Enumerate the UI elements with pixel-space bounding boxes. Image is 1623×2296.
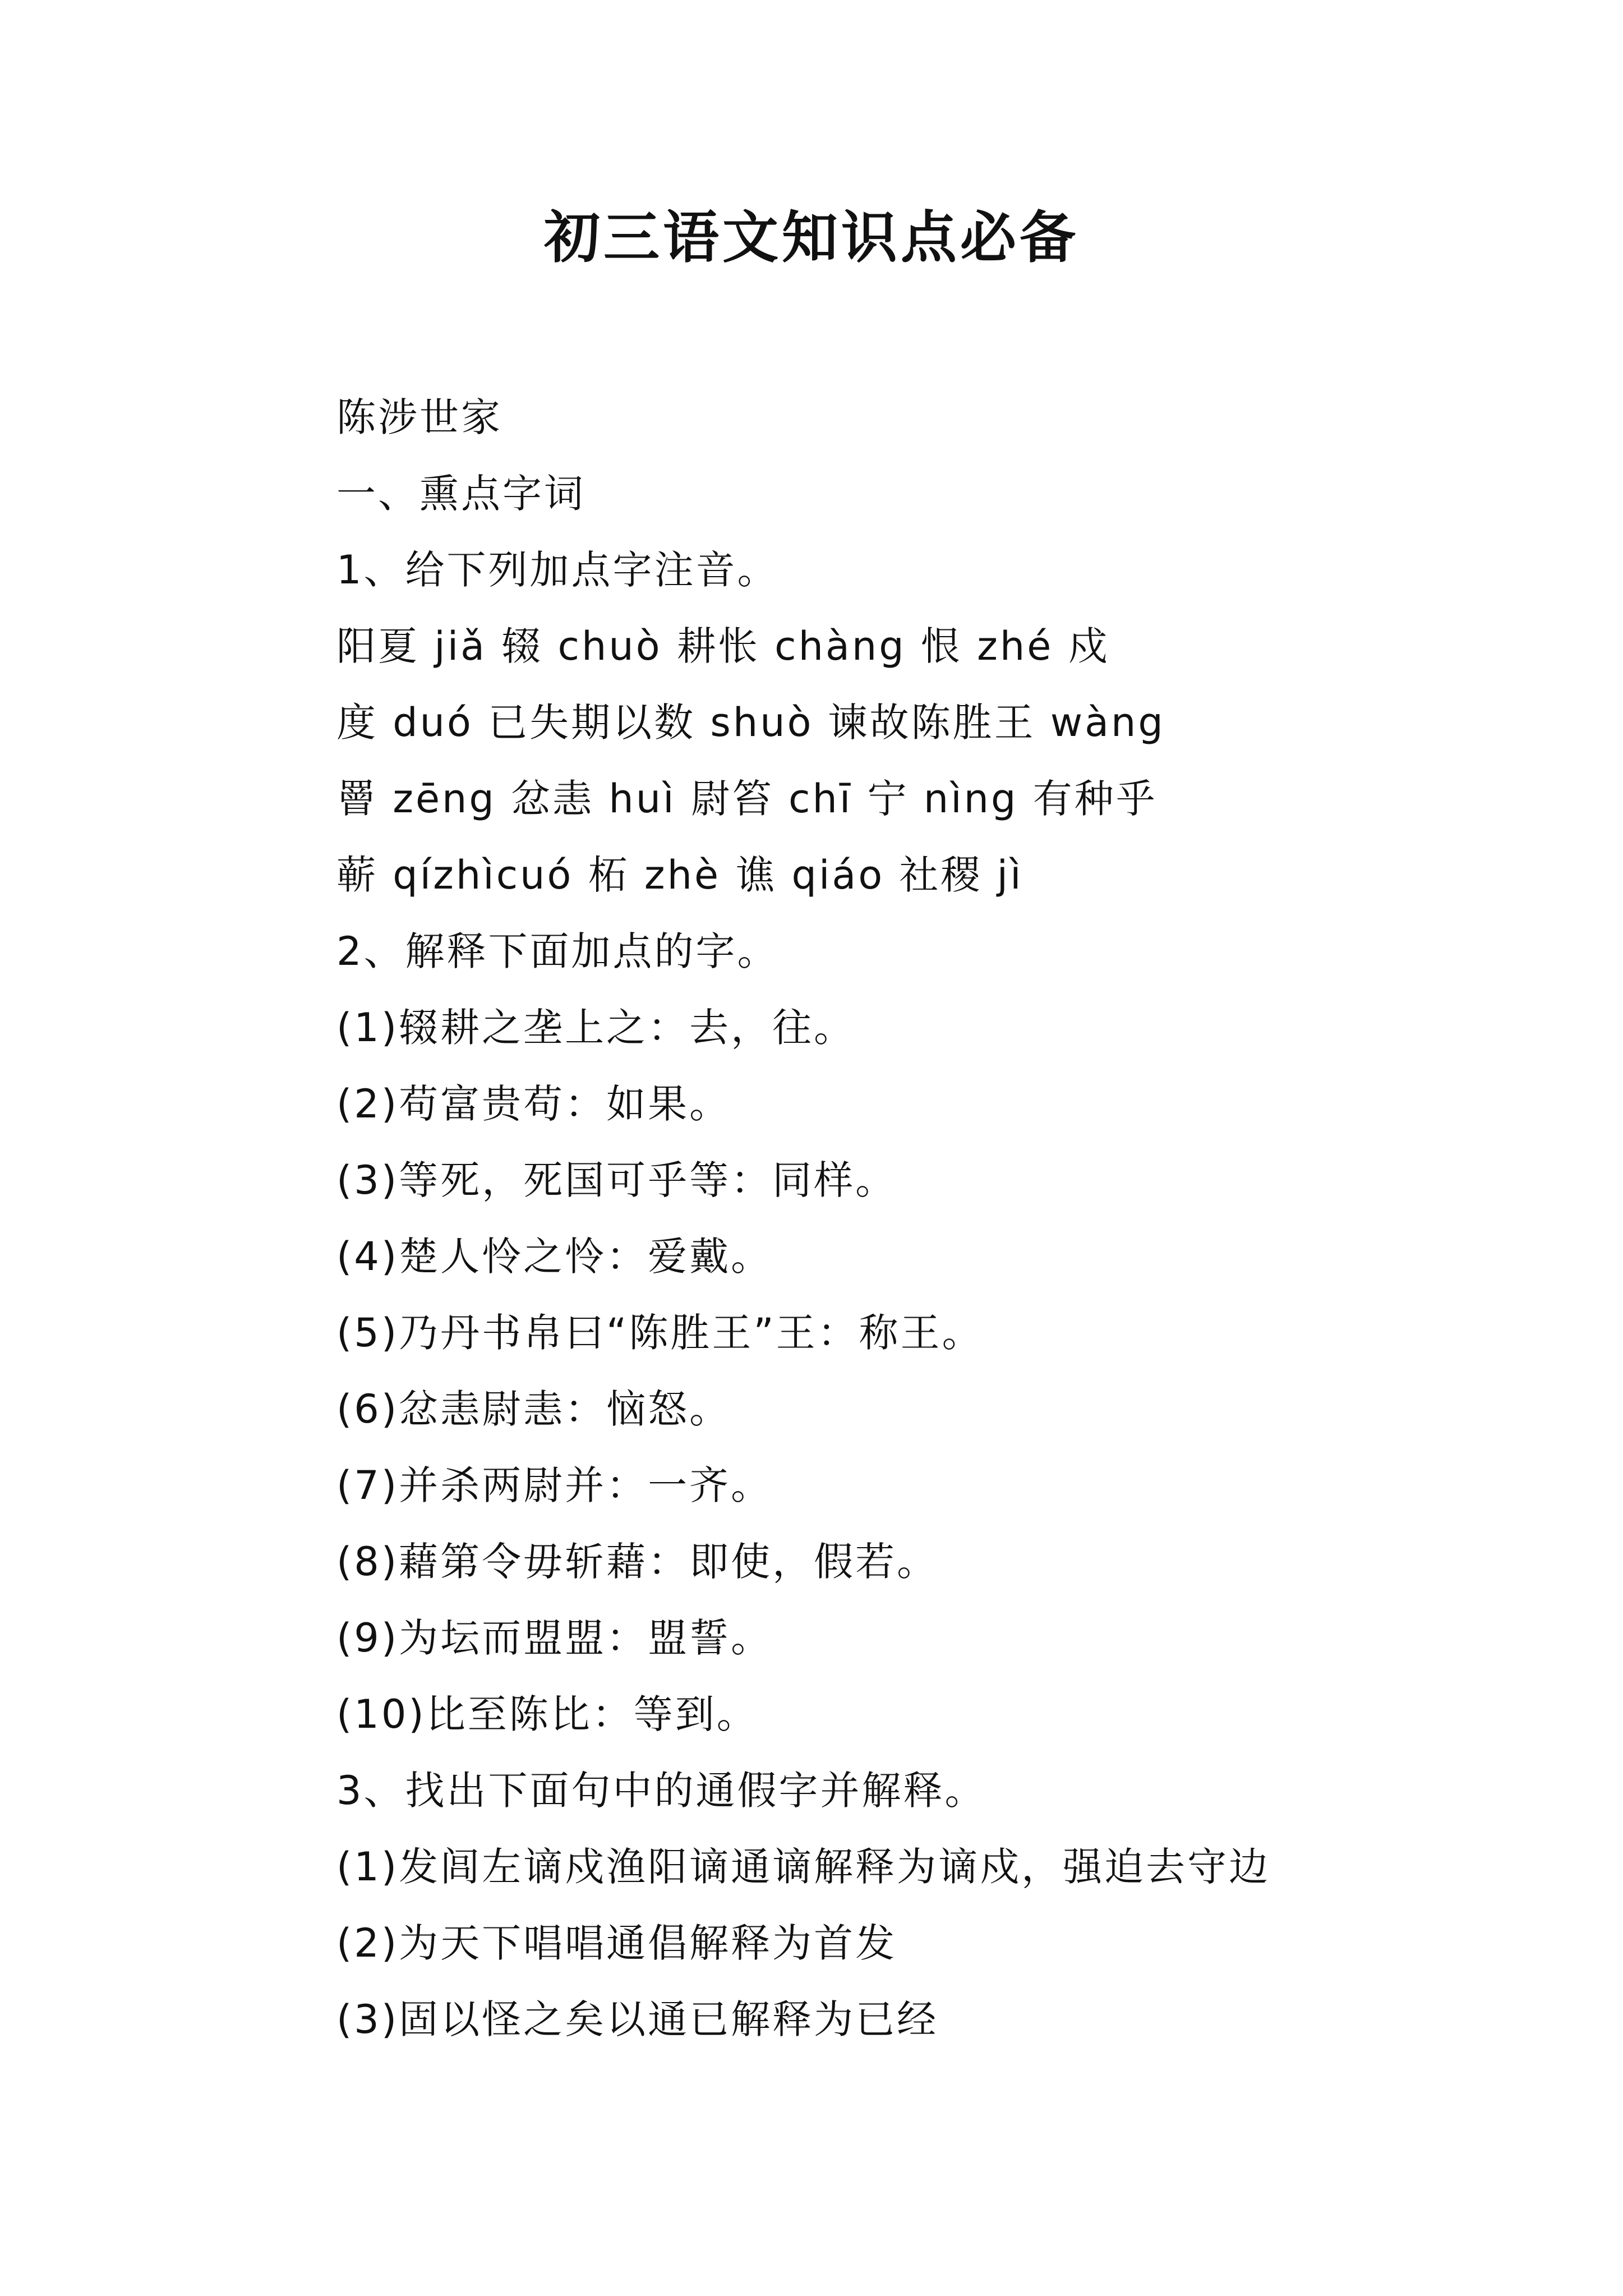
document-title: 初三语文知识点必备 bbox=[544, 204, 1079, 270]
section-heading: 陈涉世家 bbox=[336, 394, 502, 440]
list-item: (7)并杀两尉并：一齐。 bbox=[336, 1462, 773, 1508]
list-item: (10)比至陈比：等到。 bbox=[336, 1691, 758, 1737]
list-item: (1)辍耕之垄上之：去，往。 bbox=[336, 1005, 856, 1051]
document-body bbox=[336, 379, 1593, 2058]
list-item: (3)固以怪之矣以通已解释为已经 bbox=[336, 1996, 939, 2042]
text-line: 度 duó 已失期以数 shuò 谏故陈胜王 wàng bbox=[336, 700, 1165, 746]
question-heading: 2、解释下面加点的字。 bbox=[336, 928, 779, 974]
list-item: (8)藉第令毋斩藉：即使，假若。 bbox=[336, 1539, 939, 1585]
list-item: (1)发闾左谪戍渔阳谪通谪解释为谪戍，强迫去守边 bbox=[336, 1844, 1271, 1890]
list-item: (4)楚人怜之怜：爱戴。 bbox=[336, 1234, 773, 1280]
list-item: (2)苟富贵苟：如果。 bbox=[336, 1081, 731, 1127]
list-item: (6)忿恚尉恚：恼怒。 bbox=[336, 1386, 731, 1432]
list-item: (2)为天下唱唱通倡解释为首发 bbox=[336, 1920, 897, 1966]
subsection-heading: 一、熏点字词 bbox=[336, 471, 585, 517]
list-item: (5)乃丹书帛曰“陈胜王”王：称王。 bbox=[336, 1310, 984, 1356]
text-line: 蕲 qízhìcuó 柘 zhè 谯 qiáo 社稷 jì bbox=[336, 852, 1023, 898]
text-line: 罾 zēng 忿恚 huì 尉笞 chī 宁 nìng 有种乎 bbox=[336, 776, 1158, 822]
list-item: (9)为坛而盟盟：盟誓。 bbox=[336, 1615, 773, 1661]
list-item: (3)等死，死国可乎等：同样。 bbox=[336, 1157, 897, 1203]
question-heading: 1、给下列加点字注音。 bbox=[336, 547, 779, 593]
text-line: 阳夏 jiǎ 辍 chuò 耕怅 chàng 恨 zhé 戍 bbox=[336, 623, 1110, 669]
question-heading: 3、找出下面句中的通假字并解释。 bbox=[336, 1768, 986, 1814]
